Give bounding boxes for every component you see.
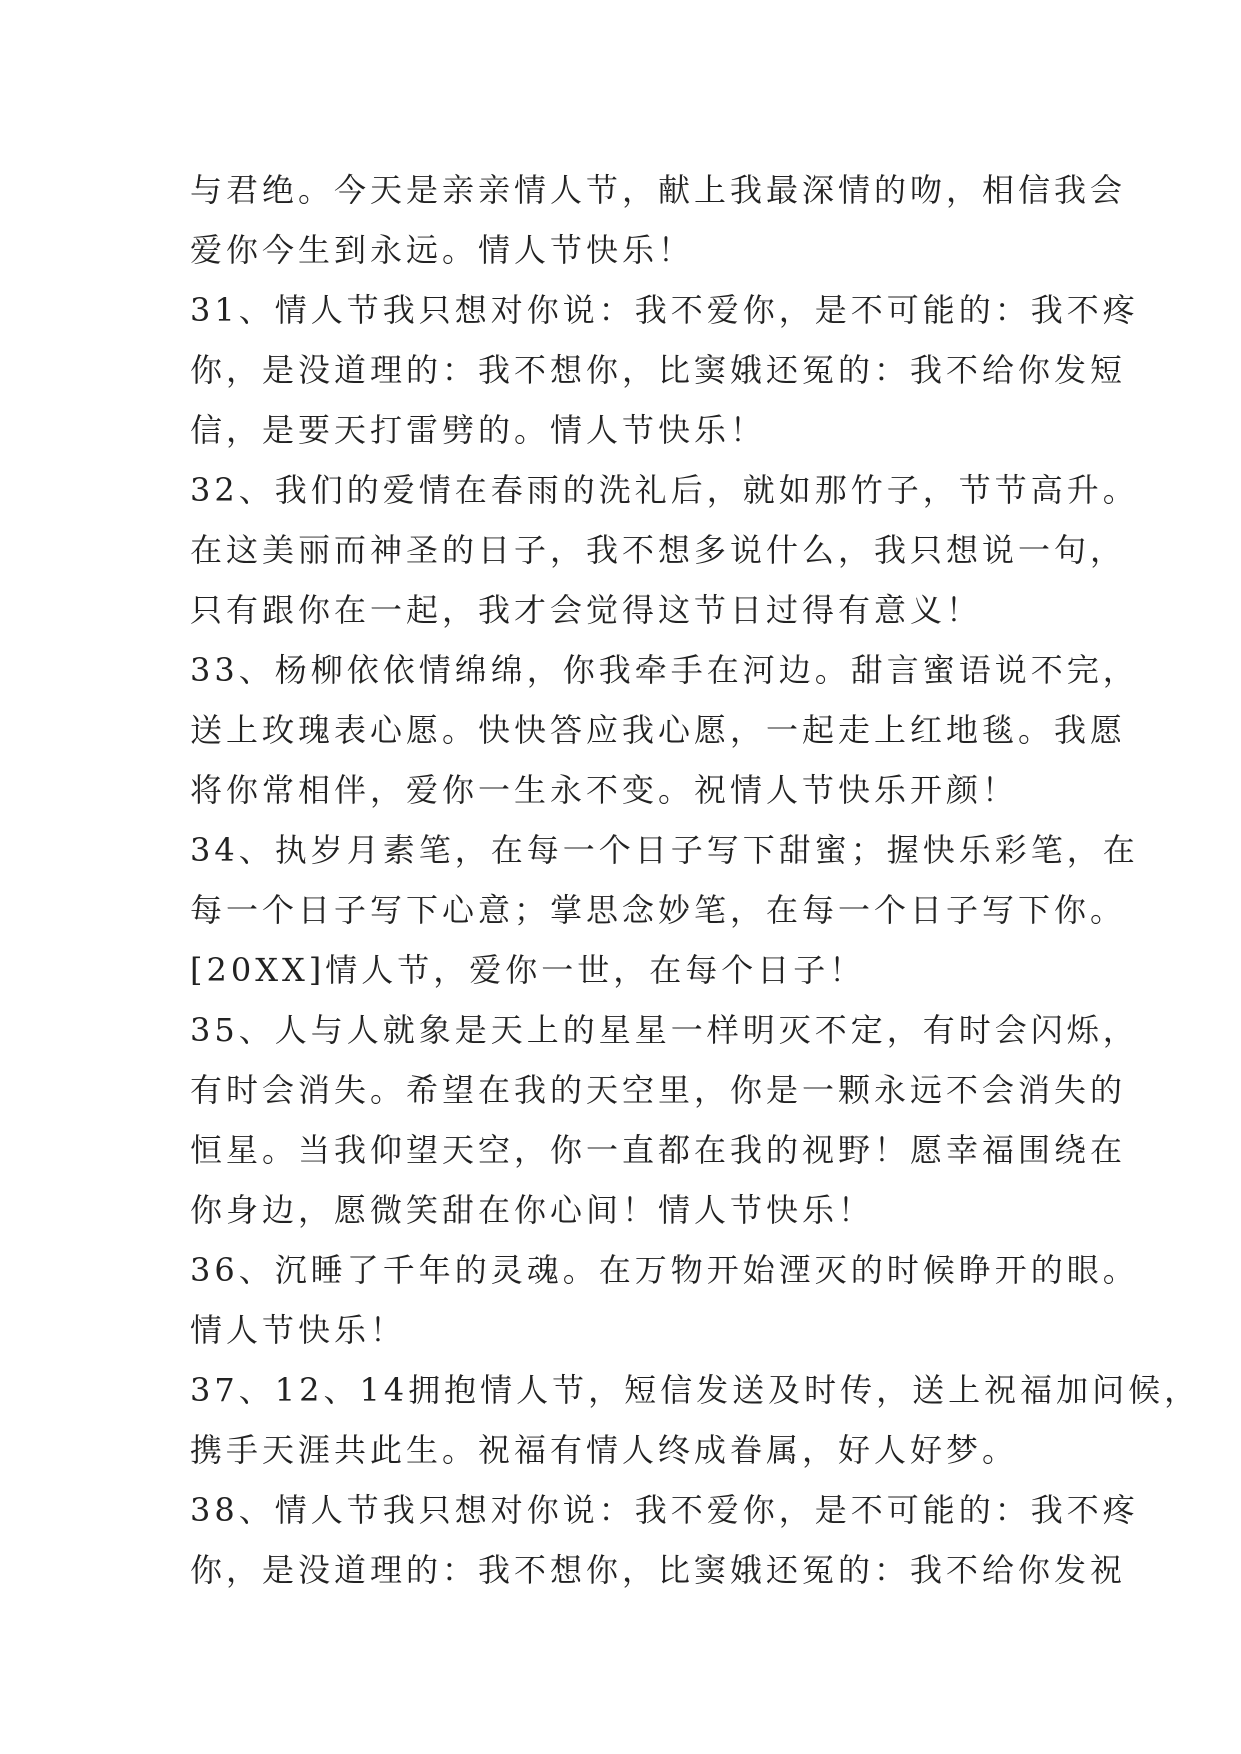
document-body	[190, 160, 1201, 1600]
text-line: 有时会消失。希望在我的天空里，你是一颗永远不会消失的	[190, 1071, 1127, 1109]
text-line: 36、沉睡了千年的灵魂。在万物开始湮灭的时候睁开的眼。	[190, 1251, 1139, 1289]
text-line: 你，是没道理的：我不想你，比窦娥还冤的：我不给你发短	[190, 351, 1127, 389]
text-line: 32、我们的爱情在春雨的洗礼后，就如那竹子，节节高升。	[190, 471, 1139, 509]
text-line: 31、情人节我只想对你说：我不爱你，是不可能的：我不疼	[190, 291, 1139, 329]
text-line: 你，是没道理的：我不想你，比窦娥还冤的：我不给你发祝	[190, 1551, 1127, 1589]
text-line: 信，是要天打雷劈的。情人节快乐！	[190, 411, 767, 449]
text-line: 恒星。当我仰望天空，你一直都在我的视野！愿幸福围绕在	[190, 1131, 1127, 1169]
text-line: 将你常相伴，爱你一生永不变。祝情人节快乐开颜！	[190, 771, 1019, 809]
text-line: 携手天涯共此生。祝福有情人终成眷属，好人好梦。	[190, 1431, 1019, 1469]
text-line: 37、12、14拥抱情人节，短信发送及时传，送上祝福加问候，	[190, 1371, 1201, 1409]
text-line: 爱你今生到永远。情人节快乐！	[190, 231, 695, 269]
text-line: 38、情人节我只想对你说：我不爱你，是不可能的：我不疼	[190, 1491, 1139, 1529]
text-line: 每一个日子写下心意；掌思念妙笔，在每一个日子写下你。	[190, 891, 1127, 929]
text-line: 你身边，愿微笑甜在你心间！情人节快乐！	[190, 1191, 875, 1229]
text-line: 送上玫瑰表心愿。快快答应我心愿，一起走上红地毯。我愿	[190, 711, 1127, 749]
text-line: 33、杨柳依依情绵绵，你我牵手在河边。甜言蜜语说不完，	[190, 651, 1139, 689]
text-line: 情人节快乐！	[190, 1311, 407, 1349]
text-line: 与君绝。今天是亲亲情人节，献上我最深情的吻，相信我会	[190, 171, 1127, 209]
text-line: 34、执岁月素笔，在每一个日子写下甜蜜；握快乐彩笔，在	[190, 831, 1139, 869]
text-line: 35、人与人就象是天上的星星一样明灭不定，有时会闪烁，	[190, 1011, 1139, 1049]
text-line: [20XX]情人节，爱你一世，在每个日子！	[190, 951, 866, 989]
text-line: 只有跟你在一起，我才会觉得这节日过得有意义！	[190, 591, 983, 629]
text-line: 在这美丽而神圣的日子，我不想多说什么，我只想说一句，	[190, 531, 1127, 569]
